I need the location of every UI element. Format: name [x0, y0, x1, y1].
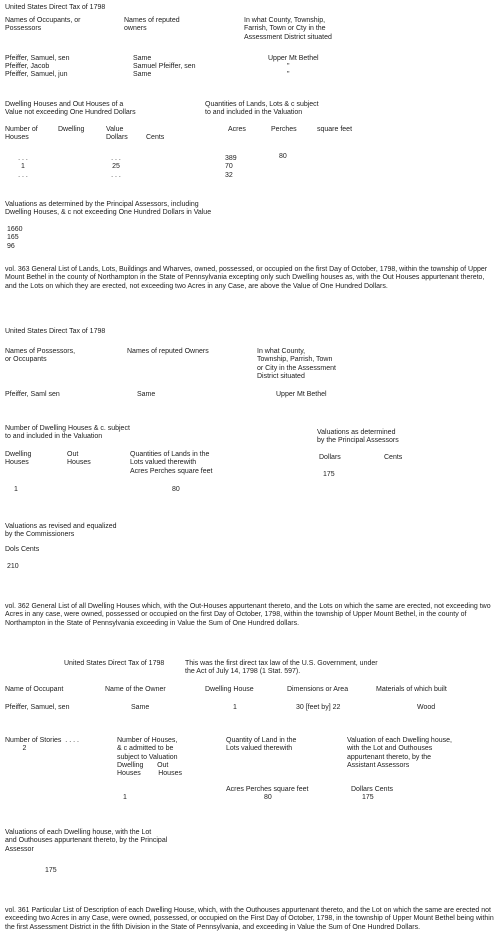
owner-name: Same — [133, 55, 152, 62]
header-out-houses: Out Houses — [67, 451, 91, 467]
header-possessors: Names of Possessors, or Occupants — [5, 348, 76, 364]
acres-column: 389 70 32 — [225, 155, 237, 179]
county-name: " — [287, 71, 290, 78]
header-dols-cents: Dols Cents — [5, 546, 40, 553]
header-perches: Perches — [271, 126, 297, 133]
header-dwelling: Dwelling — [58, 126, 85, 133]
header-dollars: Dollars — [319, 454, 341, 461]
header-county: In what County, Township, Farrish, Town or Cty in the Assessment District situated — [244, 17, 332, 41]
value-column: . . . 25 . . . — [111, 155, 121, 179]
header-dwelling-out: Dwelling Out Houses Houses — [117, 762, 182, 778]
owner-name: Same — [131, 704, 150, 711]
header-valuations: Valuations as determined by the Principal Assessors — [317, 429, 399, 445]
principal-heading: Valuations of each Dwelling house, with the Lot and Outhouses appurtenant thereto, by the Principal Assessor — [5, 829, 168, 853]
county-name: " — [287, 63, 290, 70]
header-acres-line: Acres Perches square feet — [226, 786, 309, 793]
number-column: . . . 1 . . . — [18, 155, 28, 179]
occupant-name: Pfeiffer, Samuel, jun — [5, 71, 68, 78]
owner-name: Same — [137, 391, 156, 398]
value-perches: 80 — [264, 794, 272, 801]
header-acres-line: Acres Perches square feet — [130, 468, 213, 475]
header-stories: Number of Stories . . . . 2 — [5, 737, 79, 753]
value-houses: 1 — [123, 794, 127, 801]
county-name: Upper Mt Bethel — [268, 55, 319, 62]
occupant-name: Pfeiffer, Samuel, sen — [5, 55, 70, 62]
section-title: United States Direct Tax of 1798 — [5, 4, 106, 11]
caption: vol. 363 General List of Lands, Lots, Buildings and Wharves, owned, possessed, or occupied on the first Day of October, 1798, within the township of Upper Mount Bethel in the county of Northampton in the State of Pennsylvania excepting only such Dwelling houses as, with the Out Houses appurtenant thereto, and the Lots on which they are erected, not exceeding two Acres in any Case, are above the Value of One Hundred Dollars. — [5, 266, 488, 290]
perches-column: 80 — [279, 153, 287, 160]
header-dwelling-house: Dwelling House — [205, 686, 254, 693]
value-dollars: 175 — [362, 794, 374, 801]
header-number: Number of Houses — [5, 126, 38, 142]
header-occupants: Names of Occupants, or Possessors — [5, 17, 81, 33]
header-materials: Materials of which built — [376, 686, 447, 693]
valuations-heading: Valuations as determined by the Principal Assessors, including Dwelling Houses, & c not exceeding One Hundred Dollars in Value — [5, 201, 212, 217]
header-number-houses: Number of Houses, & c admitted to be subject to Valuation — [117, 737, 178, 761]
header-quantities: Quantities of Lands in the Lots valued therewith — [130, 451, 210, 467]
owner-name: Samuel Pfeiffer, sen — [133, 63, 196, 70]
header-valuation-each: Valuation of each Dwelling house, with the Lot and Outhouses appurtenant thereto, by the Assistant Assessors — [347, 737, 452, 770]
header-dollars-cents: Dollars Cents — [351, 786, 394, 793]
valuations-values: 1660 165 96 — [7, 226, 23, 250]
dimensions-value: 30 [feet by] 22 — [296, 704, 341, 711]
value-perches: 80 — [172, 486, 180, 493]
header-quantities: Quantities of Lands, Lots & c subject to and included in the Valuation — [205, 101, 319, 117]
header-cents: Cents — [146, 134, 165, 141]
header-county: In what County, Township, Parrish, Town or City in the Assessment District situated — [257, 348, 336, 381]
header-number-dwelling: Number of Dwelling Houses & c. subject to and included in the Valuation — [5, 425, 130, 441]
header-cents: Cents — [384, 454, 403, 461]
header-owners: Names of reputed owners — [124, 17, 180, 33]
revised-value: 210 — [7, 563, 19, 570]
principal-value: 175 — [45, 867, 57, 874]
owner-name: Same — [133, 71, 152, 78]
revised-heading: Valuations as revised and equalized by the Commissioners — [5, 523, 117, 539]
header-value: Value Dollars — [106, 126, 128, 142]
historical-note: This was the first direct tax law of the U.S. Government, under the Act of July 14, 1798 (1 Stat. 597). — [185, 660, 378, 676]
occupant-name: Pfeiffer, Jacob — [5, 63, 50, 70]
possessor-name: Pfeiffer, Saml sen — [5, 391, 60, 398]
dwelling-house-value: 1 — [233, 704, 237, 711]
header-owner: Name of the Owner — [105, 686, 166, 693]
section-title: United States Direct Tax of 1798 — [5, 328, 106, 335]
occupant-name: Pfeiffer, Samuel, sen — [5, 704, 70, 711]
county-name: Upper Mt Bethel — [276, 391, 327, 398]
section-title: United States Direct Tax of 1798 — [64, 660, 165, 667]
header-occupant: Name of Occupant — [5, 686, 64, 693]
value-dwelling: 1 — [14, 486, 18, 493]
header-owners: Names of reputed Owners — [127, 348, 209, 355]
header-dimensions: Dimensions or Area — [287, 686, 349, 693]
header-acres: Acres — [228, 126, 246, 133]
caption: vol. 361 Particular List of Description of each Dwelling House, which, with the Outhouses appurtenant thereto, and the Lot on which the same are erected not exceeding two Acres in any Case, were owned, possessed, or occupied on the First Day of October, 1798, in the township of Upper Mount Bethel being within the first Assessment District in the fifth Division in the State of Pennsylvania, and exceeding in Value the Sum of One Hundred Dollars. — [5, 907, 494, 931]
value-dollars: 175 — [323, 471, 335, 478]
header-square-feet: square feet — [317, 126, 353, 133]
header-quantity: Quantity of Land in the Lots valued therewith — [226, 737, 297, 753]
caption: vol. 362 General List of all Dwelling Houses which, with the Out-Houses appurtenant thereto, and the Lots on which the same are erected, not exceeding two Acres in any case, were owned, possessed or occupied on the first Day of October, 1798, within the township of Upper Mount Bethel, in the county of Northampton in the State of Pennsylvania exceeding in Value the Sum of One Hundred dollars. — [5, 603, 491, 627]
header-dwelling-block: Dwelling Houses and Out Houses of a Value not exceeding One Hundred Dollars — [5, 101, 136, 117]
materials-value: Wood — [417, 704, 436, 711]
header-dwelling-houses: Dwelling Houses — [5, 451, 32, 467]
